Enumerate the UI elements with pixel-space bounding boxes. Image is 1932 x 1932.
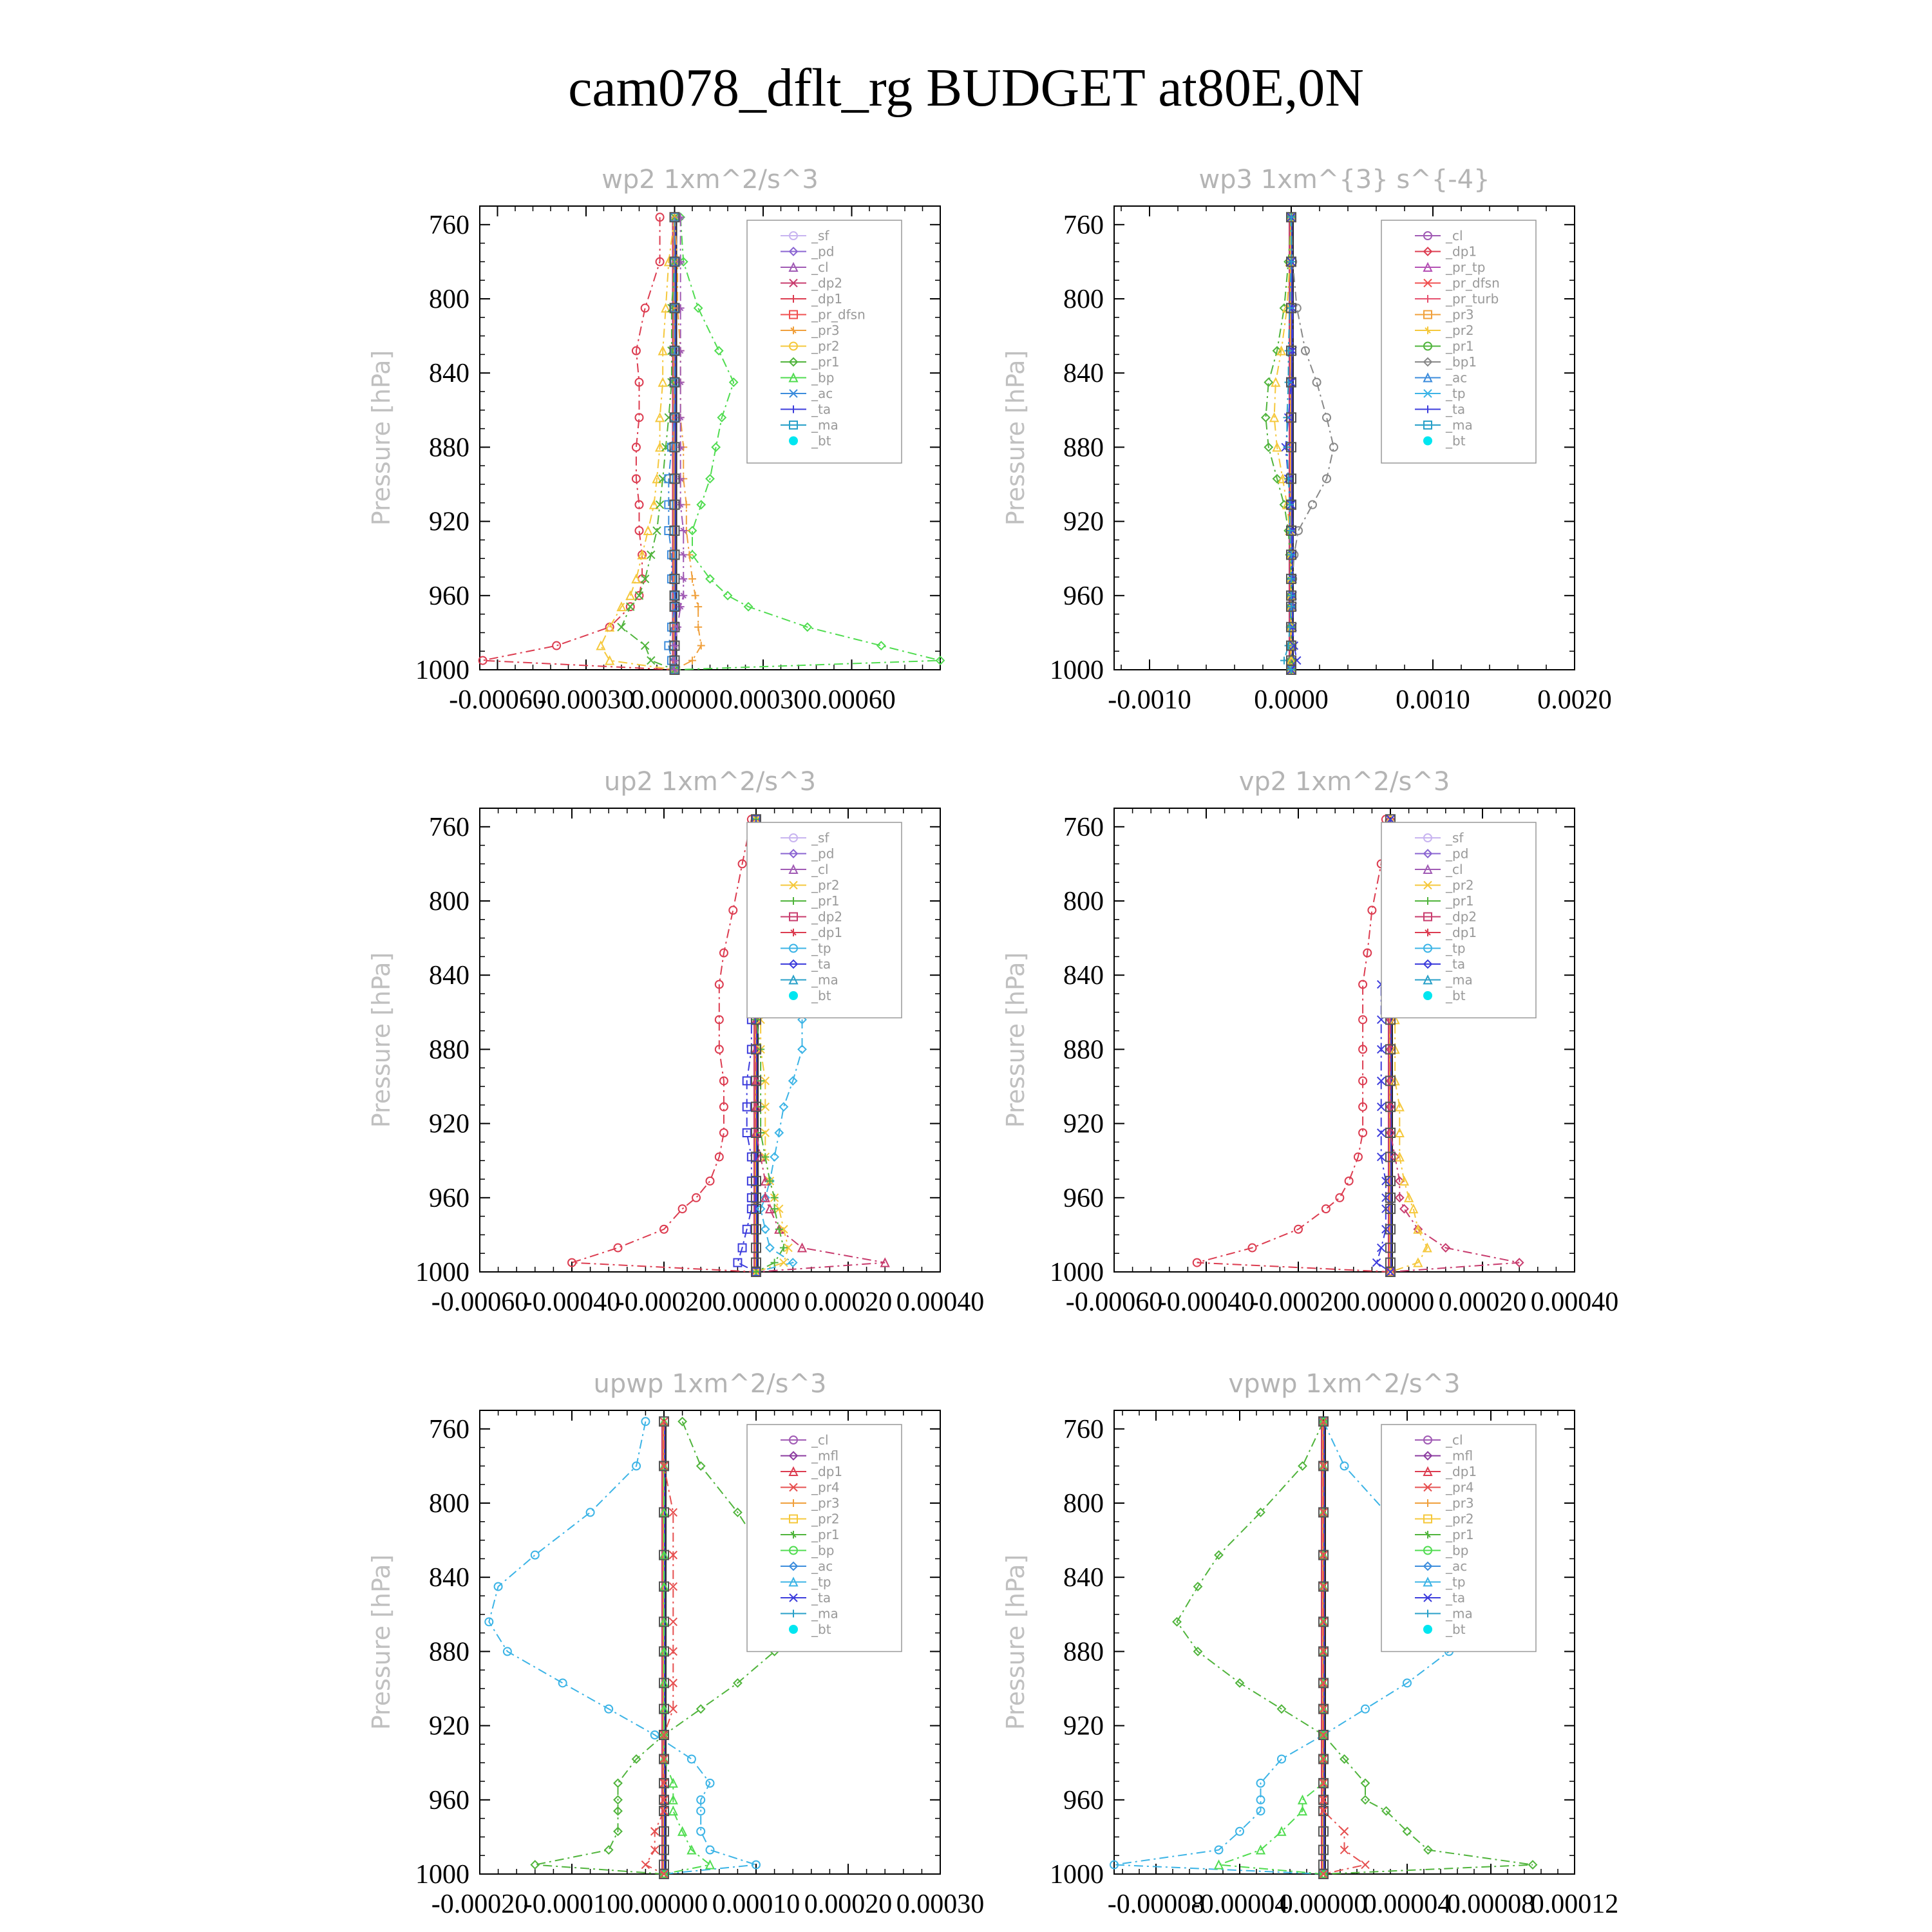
legend-label: _pr2 (811, 877, 840, 893)
data-point (641, 642, 649, 650)
legend-label: _cl (1446, 228, 1463, 243)
data-point (715, 347, 723, 355)
y-tick-label: 880 (429, 1035, 469, 1065)
data-point (1400, 1205, 1408, 1213)
y-tick-label: 1000 (1050, 1860, 1104, 1889)
data-point (706, 1846, 714, 1854)
y-axis-label: Pressure [hPa] (1001, 952, 1030, 1128)
x-tick-label: -0.00040 (1157, 1287, 1255, 1317)
x-tick-label: 0.00040 (1530, 1287, 1619, 1317)
x-tick-label: 0.00004 (1363, 1889, 1452, 1919)
data-point (669, 1807, 677, 1815)
legend-label: _bt (811, 988, 831, 1003)
x-tick-label: 0.00020 (804, 1889, 893, 1919)
x-tick-label: -0.00020 (1249, 1287, 1347, 1317)
data-point (1299, 1462, 1307, 1470)
legend-label: _pr1 (1446, 338, 1474, 354)
legend-label: _dp2 (1446, 909, 1477, 925)
y-tick-label: 760 (429, 210, 469, 240)
data-point (694, 603, 702, 611)
legend-label: _pr4 (811, 1479, 840, 1495)
x-tick-label: -0.00010 (523, 1889, 621, 1919)
y-tick-label: 800 (1063, 887, 1104, 916)
legend-label: _pr_turb (1446, 291, 1499, 307)
x-tick-label: -0.0010 (1108, 685, 1191, 715)
x-tick-label: 0.00060 (808, 685, 896, 715)
legend-label: _pr1 (1446, 893, 1474, 909)
legend-label: _bt (1446, 433, 1466, 449)
y-tick-label: 920 (429, 1711, 469, 1741)
legend-marker (789, 437, 798, 446)
y-tick-label: 1000 (1050, 656, 1104, 685)
data-point (697, 642, 705, 650)
data-point (1336, 1194, 1343, 1202)
data-point (688, 657, 696, 665)
y-tick-label: 960 (429, 581, 469, 611)
legend-label: _pr2 (1446, 1511, 1474, 1527)
legend-label: _ac (811, 386, 833, 401)
y-tick-label: 840 (1063, 1563, 1104, 1593)
legend-label: _pr4 (1446, 1479, 1474, 1495)
data-point (688, 1755, 696, 1763)
data-point (614, 1779, 622, 1787)
y-tick-label: 760 (429, 1414, 469, 1444)
series-line (572, 819, 756, 1272)
legend-label: _dp1 (811, 1464, 843, 1479)
legend-label: _tp (1446, 940, 1466, 956)
y-tick-label: 840 (1063, 961, 1104, 991)
y-tick-label: 880 (1063, 433, 1104, 463)
legend-label: _tp (1446, 1574, 1466, 1590)
legend-label: _cl (811, 1432, 829, 1448)
y-tick-label: 760 (1063, 210, 1104, 240)
x-tick-label: -0.00060 (1065, 1287, 1163, 1317)
data-point (671, 642, 679, 650)
y-tick-label: 840 (429, 359, 469, 389)
legend-label: _pr2 (1446, 877, 1474, 893)
series-line (1219, 1421, 1324, 1874)
panel-title: vp2 1xm^2/s^3 (1238, 767, 1450, 797)
data-point (1215, 1861, 1223, 1869)
data-point (641, 1861, 649, 1869)
legend-label: _dp2 (811, 909, 843, 925)
legend-label: _tp (811, 940, 831, 956)
y-tick-label: 760 (1063, 1414, 1104, 1444)
legend-label: _tp (1446, 386, 1466, 401)
data-point (677, 379, 685, 386)
data-point (780, 1103, 788, 1111)
legend-label: _sf (811, 830, 829, 846)
data-point (1361, 1861, 1369, 1869)
data-point (597, 642, 605, 650)
legend-label: _dp1 (1446, 925, 1477, 940)
legend-label: _sf (811, 228, 829, 243)
legend-label: _bp (811, 370, 835, 386)
data-point (697, 1705, 705, 1713)
legend-label: _ta (1446, 401, 1466, 417)
x-tick-label: 0.00030 (896, 1889, 985, 1919)
x-tick-label: 0.00030 (719, 685, 808, 715)
y-axis-label: Pressure [hPa] (1001, 1554, 1030, 1730)
legend-label: _bt (811, 433, 831, 449)
legend-label: _ac (811, 1558, 833, 1574)
y-tick-label: 840 (429, 961, 469, 991)
legend-label: _pr_dfsn (811, 307, 866, 323)
y-tick-label: 840 (1063, 359, 1104, 389)
legend-label: _dp2 (811, 275, 843, 291)
x-tick-label: 0.00020 (1438, 1287, 1527, 1317)
legend-label: _mfl (811, 1448, 839, 1464)
x-tick-label: 0.0020 (1537, 685, 1612, 715)
series-line (1291, 217, 1334, 670)
legend-label: _cl (1446, 862, 1463, 877)
chart-panel (1001, 165, 1612, 715)
legend-label: _pr_dfsn (1446, 275, 1500, 291)
data-point (688, 575, 696, 583)
legend-label: _pr_tp (1446, 260, 1486, 275)
legend-label: _ta (1446, 956, 1466, 972)
y-tick-label: 800 (429, 887, 469, 916)
legend-label: _cl (811, 862, 829, 877)
y-tick-label: 800 (429, 1489, 469, 1519)
y-tick-label: 960 (1063, 581, 1104, 611)
y-axis-label: Pressure [hPa] (367, 1554, 395, 1730)
data-point (614, 1244, 622, 1252)
legend-label: _ac (1446, 370, 1468, 386)
y-tick-label: 800 (1063, 1489, 1104, 1519)
legend-marker (1423, 991, 1432, 1000)
y-tick-label: 800 (429, 285, 469, 314)
data-point (1299, 1796, 1307, 1804)
legend-label: _ta (811, 956, 831, 972)
y-tick-label: 920 (429, 507, 469, 537)
legend-label: _pr3 (1446, 307, 1474, 323)
y-tick-label: 960 (1063, 1183, 1104, 1213)
legend-label: _pr2 (811, 1511, 840, 1527)
legend-label: _ma (811, 417, 838, 433)
data-point (877, 642, 885, 650)
data-point (679, 575, 687, 583)
data-point (531, 1551, 539, 1559)
data-point (1378, 1129, 1385, 1137)
data-point (587, 1508, 594, 1516)
legend-label: _ma (1446, 972, 1473, 988)
y-tick-label: 880 (1063, 1637, 1104, 1667)
data-point (677, 603, 685, 611)
legend-label: _bp (1446, 1542, 1469, 1558)
series-line (483, 217, 675, 670)
data-point (766, 1244, 773, 1252)
data-point (1345, 1177, 1353, 1185)
data-point (669, 1618, 677, 1625)
legend-label: _bt (1446, 988, 1466, 1003)
legend-marker (1423, 437, 1432, 446)
legend-label: _pr3 (1446, 1495, 1474, 1511)
data-point (677, 413, 685, 421)
legend-label: _ma (811, 972, 838, 988)
y-tick-label: 920 (1063, 507, 1104, 537)
y-tick-label: 960 (1063, 1785, 1104, 1815)
x-tick-label: 0.0000 (1254, 685, 1329, 715)
x-tick-label: -0.00020 (431, 1889, 529, 1919)
legend-label: _dp1 (811, 925, 843, 940)
y-axis-label: Pressure [hPa] (367, 952, 395, 1128)
legend-marker (789, 1625, 798, 1634)
legend-label: _pr3 (811, 323, 840, 338)
legend-label: _pd (811, 846, 835, 862)
legend-label: _pr3 (811, 1495, 840, 1511)
y-tick-label: 880 (429, 1637, 469, 1667)
data-point (1373, 1259, 1381, 1267)
data-point (706, 1177, 714, 1185)
y-tick-label: 800 (1063, 285, 1104, 314)
x-tick-label: 0.00008 (1446, 1889, 1535, 1919)
legend-label: _pr2 (811, 338, 840, 354)
x-tick-label: -0.00060 (431, 1287, 529, 1317)
x-tick-label: 0.00020 (804, 1287, 893, 1317)
data-point (724, 592, 732, 600)
data-point (734, 1259, 741, 1267)
y-tick-label: 920 (1063, 1109, 1104, 1139)
data-point (605, 1846, 612, 1854)
legend-label: _ma (811, 1605, 838, 1622)
page-title: cam078_dflt_rg BUDGET at80E,0N (568, 58, 1364, 118)
data-point (559, 1679, 567, 1687)
x-tick-label: 0.00000 (1346, 1287, 1435, 1317)
legend-label: _dp1 (811, 291, 843, 307)
y-tick-label: 960 (429, 1785, 469, 1815)
data-point (627, 603, 634, 611)
data-point (692, 1194, 700, 1202)
data-point (618, 623, 625, 631)
data-point (653, 527, 661, 535)
data-point (692, 592, 699, 600)
data-point (694, 623, 702, 631)
series-line (621, 217, 675, 670)
y-tick-label: 880 (429, 433, 469, 463)
chart-panel (1001, 767, 1618, 1317)
x-tick-label: -0.00040 (523, 1287, 621, 1317)
y-axis-label: Pressure [hPa] (1001, 350, 1030, 526)
data-point (1322, 1205, 1330, 1213)
chart-panel (1001, 1369, 1618, 1919)
data-point (647, 657, 655, 665)
data-point (1341, 1828, 1349, 1835)
x-tick-label: 0.00040 (896, 1287, 985, 1317)
legend-label: _dp1 (1446, 243, 1477, 260)
x-tick-label: 0.0010 (1396, 685, 1470, 715)
legend-label: _pr1 (811, 354, 840, 370)
y-tick-label: 1000 (415, 1860, 469, 1889)
data-point (665, 527, 672, 535)
data-point (1396, 1129, 1403, 1137)
legend-label: _bt (811, 1622, 831, 1637)
legend-label: _pd (1446, 846, 1469, 862)
data-point (677, 501, 685, 509)
y-axis-label: Pressure [hPa] (367, 350, 395, 526)
x-tick-label: 0.00012 (1530, 1889, 1619, 1919)
legend-label: _pr1 (811, 893, 840, 909)
y-tick-label: 920 (1063, 1711, 1104, 1741)
y-tick-label: 880 (1063, 1035, 1104, 1065)
legend-label: _ma (1446, 417, 1473, 433)
y-tick-label: 1000 (415, 656, 469, 685)
data-point (606, 657, 614, 665)
chart-panel (367, 1369, 984, 1919)
legend-label: _sf (1446, 830, 1464, 846)
data-point (553, 642, 560, 650)
legend-label: _pr1 (1446, 1527, 1474, 1542)
x-tick-label: 0.00000 (620, 1889, 708, 1919)
y-tick-label: 920 (429, 1109, 469, 1139)
legend-label: _cl (811, 260, 829, 275)
legend-label: _pr1 (811, 1527, 840, 1542)
legend-label: _ac (1446, 1558, 1468, 1574)
legend-label: _ta (811, 1590, 831, 1605)
x-tick-label: -0.00008 (1107, 1889, 1205, 1919)
y-tick-label: 1000 (1050, 1258, 1104, 1287)
x-tick-label: -0.00004 (1191, 1889, 1289, 1919)
legend-label: _bp (811, 1542, 835, 1558)
y-tick-label: 760 (1063, 812, 1104, 842)
x-tick-label: -0.00060 (449, 685, 546, 715)
legend-label: _bp1 (1446, 354, 1477, 370)
legend-marker (1423, 1625, 1432, 1634)
data-point (1359, 1016, 1367, 1023)
x-tick-label: -0.00020 (615, 1287, 713, 1317)
legend-label: _bt (1446, 1622, 1466, 1637)
panel-title: up2 1xm^2/s^3 (603, 767, 817, 797)
x-tick-label: 0.00010 (712, 1889, 800, 1919)
legend-label: _ta (811, 401, 831, 417)
panel-title: vpwp 1xm^2/s^3 (1228, 1369, 1461, 1399)
x-tick-label: 0.00000 (630, 685, 719, 715)
series-line (1323, 1421, 1365, 1874)
chart-panel (367, 767, 984, 1317)
legend-label: _dp1 (1446, 1464, 1477, 1479)
data-point (743, 1129, 751, 1137)
panel-title: wp3 1xm^{3} s^{-4} (1198, 165, 1490, 194)
x-tick-label: -0.00030 (537, 685, 635, 715)
legend-label: _pd (811, 243, 835, 260)
panel-title: upwp 1xm^2/s^3 (593, 1369, 827, 1399)
x-tick-label: 0.00000 (1279, 1889, 1368, 1919)
data-point (1361, 1779, 1369, 1787)
legend-label: _ma (1446, 1605, 1473, 1622)
legend-label: _pr2 (1446, 323, 1474, 338)
legend-marker (789, 991, 798, 1000)
data-point (694, 304, 702, 312)
data-point (1309, 501, 1316, 509)
data-point (671, 657, 679, 665)
data-point (1378, 1244, 1385, 1252)
data-point (780, 1259, 788, 1267)
legend-label: _cl (1446, 1432, 1463, 1448)
panel-title: wp2 1xm^2/s^3 (601, 165, 819, 194)
data-point (665, 413, 672, 421)
data-point (679, 592, 687, 600)
data-point (677, 347, 685, 355)
y-tick-label: 1000 (415, 1258, 469, 1287)
y-tick-label: 760 (429, 812, 469, 842)
data-point (1341, 1462, 1349, 1470)
data-point (679, 551, 687, 558)
chart-panel (367, 165, 944, 715)
x-tick-label: 0.00000 (712, 1287, 800, 1317)
series-line (489, 1421, 756, 1874)
series-line (664, 1421, 710, 1874)
legend-label: _ta (1446, 1590, 1466, 1605)
legend-label: _mfl (1446, 1448, 1473, 1464)
legend-label: _tp (811, 1574, 831, 1590)
y-tick-label: 960 (429, 1183, 469, 1213)
y-tick-label: 840 (429, 1563, 469, 1593)
